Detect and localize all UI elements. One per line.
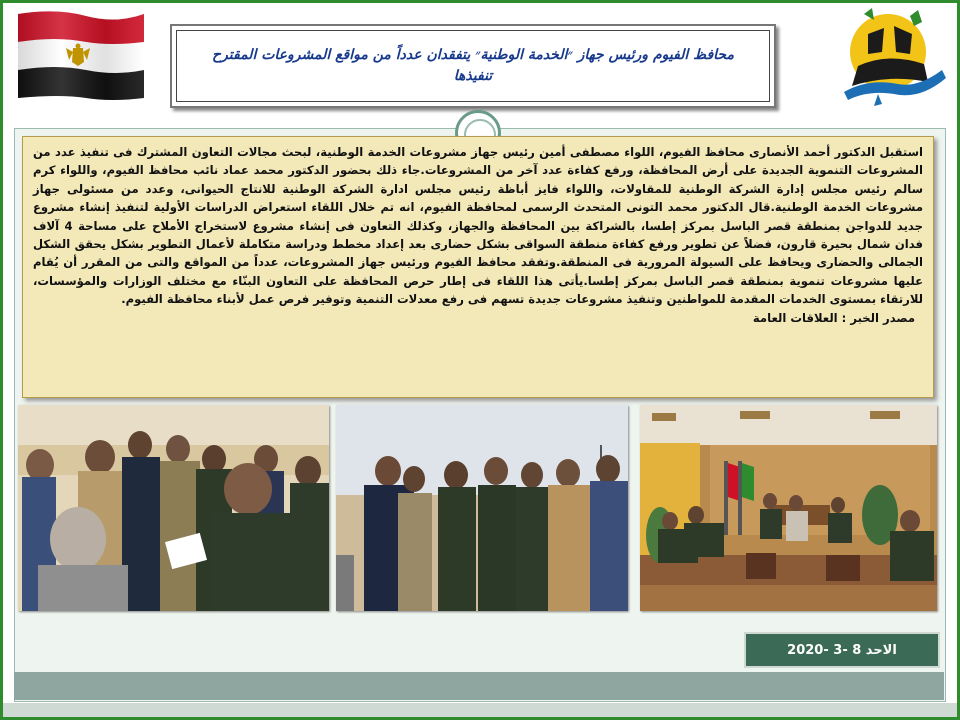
- headline-title: محافظ الفيوم ورئيس جهاز ״الخدمة الوطنية״ يتفقدان عدداً من مواقع المشروعات المقترح تنفيذها: [212, 47, 734, 84]
- article-body-box: [22, 136, 934, 398]
- date-badge: [744, 632, 940, 668]
- headline-box: [170, 24, 776, 108]
- bottom-strip: [3, 703, 957, 717]
- fayoum-governorate-logo: [838, 8, 948, 108]
- article-source: مصدر الخبر : العلاقات العامة: [752, 310, 915, 325]
- article-body-text: استقبل الدكتور أحمد الأنصارى محافظ الفيوم، اللواء مصطفى أمين رئيس جهاز مشروعات الخدمة الوطنية، لبحث مجالات التعاون المشترك فى تنفيذ عدد من المشروعات التنموية الجديدة على أرض المحافظة، ورفع كفاءة عدد آخر من المشروعات.جاء ذلك بحضور الدكتور محمد عماد نائب محافظ الفيوم، واللواء كرم سالم رئيس مجلس إدارة الشركة الوطنية للمقاولات، واللواء فايز أباظة رئيس مجلس ادارة الشركة الوطنية للانتاج الحيوانى، وعدد من مسئولى جهاز مشروعات الخدمة الوطنية.قال الدكتور محمد التونى المتحدث الرسمى لمحافظة الفيوم، انه تم خلال اللقاء استعراض الدراسات الأولية لتنفيذ إنشاء مشروع جديد للدواجن بمنطقة قصر الباسل بمركز إطسا، بالشراكة بين المحافظة والجهاز، وكذلك التعاون فى إنشاء مشروع لاستخراج الأملاح على مساحة 4 آلاف فدان شمال بحيرة قارون، فضلاً عن تطوير ورفع كفاءة منطقة السواقى بشكل حضارى بعد إعداد مخطط ودراسة متكاملة لأعمال التطوير بشكل يحقق الشكل الجمالى والحضارى ويحافظ على السيولة المرورية فى المنطقة.وتفقد محافظ الفيوم ورئيس جهاز المشروعات، عدداً من المواقع والتى من المقرر أن يُقام عليها مشروعات تنموية بمنطقة قصر الباسل بمركز إطسا.يأتى هذا اللقاء فى إطار حرص المحافظة على التعاون البنّاء مع مختلف الوزارات والمؤسسات، للارتقاء بمستوى الخدمات المقدمة للمواطنين وتنفيذ مشروعات جديدة تسهم فى رفع معدلات التنمية وتوفير فرص عمل لأبناء محافظة الفيوم.: [33, 145, 923, 307]
- photo-meeting-room: [640, 405, 937, 611]
- bottom-band: [14, 672, 944, 700]
- egypt-flag-icon: [16, 10, 146, 102]
- article-date: الاحد 8 -3 -2020: [787, 642, 897, 658]
- headline-inner-border: [176, 30, 770, 102]
- photo-officials-desert-discussion: [18, 405, 329, 611]
- photo-officials-site-visit: [336, 405, 628, 611]
